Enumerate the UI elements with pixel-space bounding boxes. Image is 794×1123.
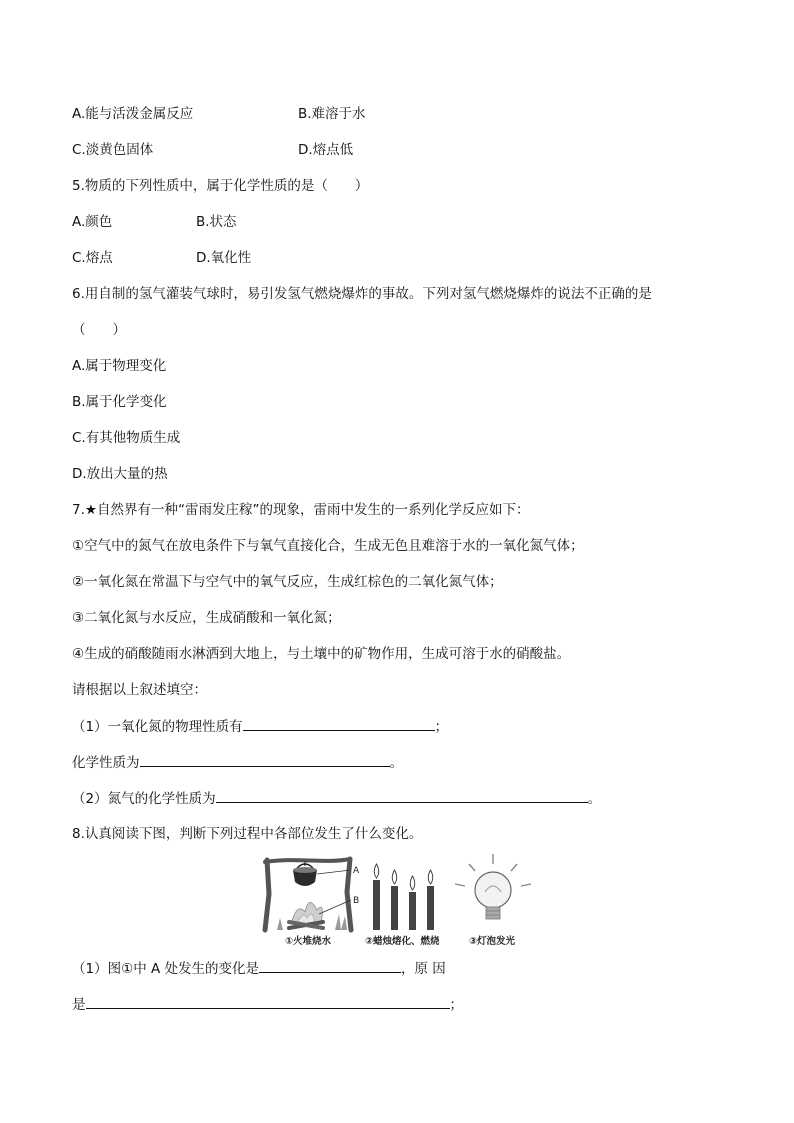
- q5-option-b: B.状态: [196, 214, 237, 230]
- q7-part1b-suffix: 。: [389, 755, 403, 771]
- q7-part2-line: [72, 788, 601, 809]
- q8-part1-line: [72, 958, 446, 979]
- q7-statement-2: ②一氧化氮在常温下与空气中的氧气反应，生成红棕色的二氧化氮气体；: [72, 574, 503, 590]
- q4-option-d: D.熔点低: [298, 142, 354, 158]
- q8-part1b-line: [72, 994, 463, 1015]
- caption-lightbulb: ③灯泡发光: [469, 936, 516, 947]
- q7-part1b-blank[interactable]: [140, 752, 390, 767]
- q6-option-a: A.属于物理变化: [72, 358, 167, 374]
- q8-part1-blank[interactable]: [259, 958, 401, 973]
- caption-campfire: ①火堆烧水: [285, 936, 332, 947]
- q7-statement-4: ④生成的硝酸随雨水淋洒到大地上，与土壤中的矿物作用，生成可溶于水的硝酸盐。: [72, 646, 571, 662]
- caption-candles: ②蜡烛熔化、燃烧: [365, 936, 440, 947]
- q8-part1b-suffix: ；: [449, 997, 463, 1013]
- q7-part1b-prefix: 化学性质为: [72, 755, 140, 771]
- campfire-scene: [265, 859, 360, 930]
- q6-stem: 6.用自制的氢气灌装气球时，易引发氢气燃烧爆炸的事故。下列对氢气燃烧爆炸的说法不正确的是: [72, 286, 652, 302]
- q7-part1-blank[interactable]: [243, 716, 435, 731]
- lightbulb-scene: [455, 854, 531, 919]
- q8-part1-mid: ，原 因: [401, 961, 446, 977]
- q7-part1b-line: [72, 752, 403, 773]
- q8-figure: [255, 852, 545, 948]
- candles-scene: [373, 864, 434, 930]
- q6-option-c: C.有其他物质生成: [72, 430, 181, 446]
- q8-part1b-prefix: 是: [72, 997, 86, 1013]
- q5-option-d: D.氧化性: [196, 250, 252, 266]
- q7-prompt: 请根据以上叙述填空：: [72, 682, 207, 698]
- q7-part2-suffix: 。: [587, 791, 602, 807]
- q5-option-c: C.熔点: [72, 250, 113, 266]
- q6-option-b: B.属于化学变化: [72, 394, 167, 410]
- q7-statement-3: ③二氧化氮与水反应，生成硝酸和一氧化氮；: [72, 610, 341, 626]
- q7-stem: 7.★自然界有一种“雷雨发庄稼”的现象，雷雨中发生的一系列化学反应如下：: [72, 502, 530, 518]
- q7-part1-suffix: ；: [434, 719, 449, 735]
- q7-part2-blank[interactable]: [216, 788, 588, 803]
- label-a: A: [353, 866, 360, 876]
- q4-option-c: C.淡黄色固体: [72, 142, 154, 158]
- label-b: B: [353, 896, 360, 906]
- q5-option-a: A.颜色: [72, 214, 113, 230]
- q4-option-b: B.难溶于水: [298, 106, 366, 122]
- q8-stem: 8.认真阅读下图，判断下列过程中各部位发生了什么变化。: [72, 826, 423, 842]
- q6-answer-paren: （ ）: [72, 322, 126, 338]
- q7-part1-line: [72, 716, 448, 737]
- q8-part1b-blank[interactable]: [86, 994, 450, 1009]
- q8-part1-prefix: （1）图①中 A 处发生的变化是: [72, 961, 260, 977]
- q7-part2-prefix: （2）氮气的化学性质为: [72, 791, 216, 807]
- q6-option-d: D.放出大量的热: [72, 466, 168, 482]
- q7-statement-1: ①空气中的氮气在放电条件下与氧气直接化合，生成无色且难溶于水的一氧化氮气体；: [72, 538, 584, 554]
- q7-part1-prefix: （1）一氧化氮的物理性质有: [72, 719, 243, 735]
- q5-stem: 5.物质的下列性质中，属于化学性质的是（ ）: [72, 178, 369, 194]
- q4-option-a: A.能与活泼金属反应: [72, 106, 194, 122]
